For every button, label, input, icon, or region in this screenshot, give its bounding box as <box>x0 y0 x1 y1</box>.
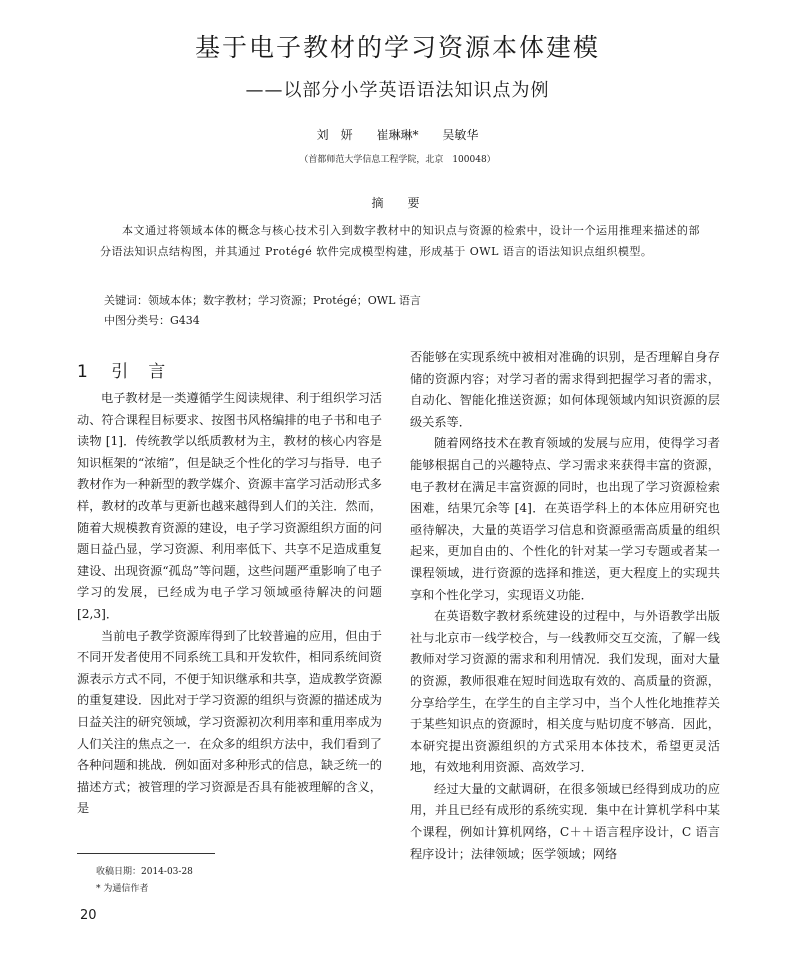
left-column <box>77 388 382 820</box>
footnote <box>96 864 193 898</box>
corresponding-author-note: * 为通信作者 <box>96 884 149 894</box>
paragraph: 经过大量的文献调研，在很多领域已经得到成功的应用，并且已经有成形的系统实现．集中在计算机学科中某个课程，例如计算机网络，C＋＋语言程序设计，C 语言程序设计；法律领域；医学领域；网络 <box>410 781 720 861</box>
paragraph: 在英语数字教材系统建设的过程中，与外语教学出版社与北京市一线学校合，与一线教师交互交流，了解一线教师对学习资源的需求和利用情况．我们发现，面对大量的资源，教师很难在短时间选取有效的、高质量的资源，分享给学生，在学生的自主学习中，当个人性化地推荐关于某些知识点的资源时，相关度与贴切度不够高．因此，本研究提出资源组织的方式采用本体技术，希望更灵活地，有效地利用资源、高效学习． <box>410 609 720 775</box>
paper-title: 基于电子教材的学习资源本体建模 <box>194 33 600 62</box>
author-list <box>0 126 795 143</box>
keywords: 关键词：领域本体；数字教材；学习资源；Protégé；OWL 语言 <box>104 294 421 307</box>
affiliation: （首都师范大学信息工程学院，北京 100048） <box>299 155 496 165</box>
author-name: 崔琳琳* <box>376 128 419 142</box>
abstract-heading: 摘要 <box>371 196 444 210</box>
section-title: 引言 <box>111 362 186 382</box>
page-number: 20 <box>80 908 97 923</box>
paragraph: 随着网络技术在教育领域的发展与应用，使得学习者能够根据自己的兴趣特点、学习需求来获得丰富的资源，电子教材在满足丰富资源的同时，也出现了学习资源检索困难，结果冗余等 [4]．在英语学科上的本体应用研究也亟待解决，大量的英语学习信息和资源亟需高质量的组织起来，更加自由的、个性化的针对某一学习专题或者某一课程领域，进行资源的选择和推送，更大程度上的实现共享和个性化学习，实现语义功能． <box>410 436 720 602</box>
received-date: 收稿日期：2014-03-28 <box>96 867 193 877</box>
paragraph: 电子教材是一类遵循学生阅读规律、利于组织学习活动、符合课程目标要求、按图书风格编排的电子书和电子读物 [1]．传统教学以纸质教材为主，教材的核心内容是知识框架的“浓缩”，但是缺乏个性化的学习与指导．电子教材作为一种新型的教学媒介、资源丰富学习活动形式多样，教材的改革与更新也越来越得到人们的关注．然而，随着大规模教育资源的建设，电子学习资源组织方面的问题日益凸显，学习资源、利用率低下、共享不足造成重复建设、出现资源“孤岛”等问题，这些问题严重影响了电子学习的发展，已经成为电子学习领域亟待解决的问题 [2,3]． <box>77 391 382 621</box>
paragraph: 否能够在实现系统中被相对准确的识别，是否理解自身存储的资源内容；对学习者的需求得到把握学习者的需求，自动化、智能化推送资源；如何体现领域内知识资源的层级关系等． <box>410 350 720 429</box>
abstract-body: 本文通过将领域本体的概念与核心技术引入到数字教材中的知识点与资源的检索中，设计一个运用推理来描述的部分语法知识点结构图，并其通过 Protégé 软件完成模型构建，形成基于 OWL 语言的语法知识点组织模型。 <box>100 224 700 258</box>
keywords-block <box>104 291 704 331</box>
section-heading <box>77 357 185 382</box>
paragraph: 当前电子教学资源库得到了比较普遍的应用，但由于不同开发者使用不同系统工具和开发软件，相同系统间资源表示方式不同，不便于知识继承和共享，造成教学资源的重复建设．因此对于学习资源的组织与资源的描述成为日益关注的研究领域，学习资源初次利用率和重用率成为人们关注的焦点之一．在众多的组织方法中，我们看到了各种问题和挑战．例如面对多种形式的信息，缺乏统一的描述方式；被管理的学习资源是否具有能被理解的含义，是 <box>77 628 382 816</box>
footnote-divider <box>77 853 215 854</box>
right-column <box>410 347 720 865</box>
classification-number: 中图分类号：G434 <box>104 314 200 327</box>
section-number: 1 <box>77 362 88 382</box>
author-name: 刘 妍 <box>316 128 353 142</box>
paper-subtitle: ——以部分小学英语语法知识点为例 <box>245 80 550 101</box>
author-name: 吴敏华 <box>442 128 479 142</box>
